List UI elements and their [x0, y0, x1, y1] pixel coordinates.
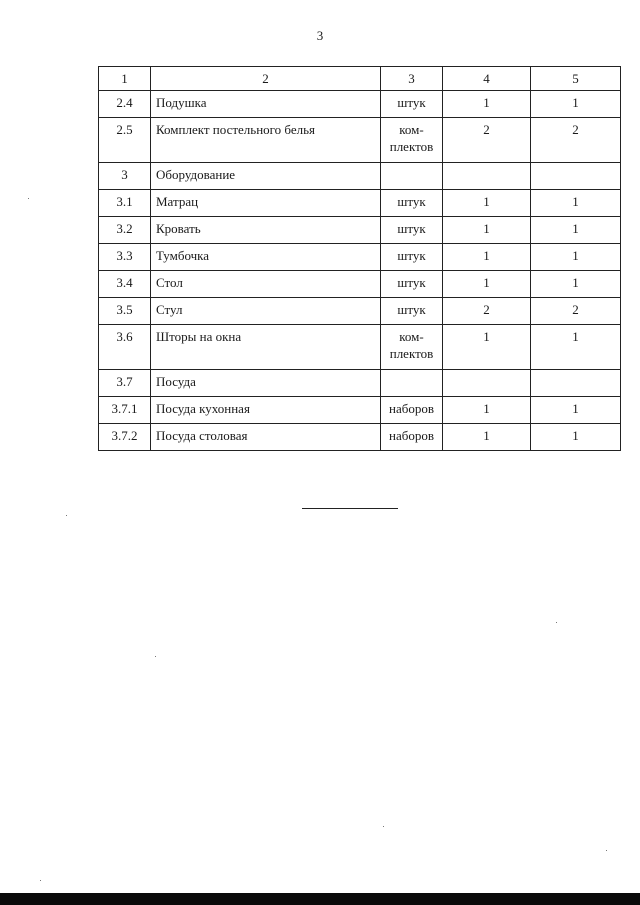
header-cell: 1 [99, 67, 151, 91]
item-quantity-col5 [531, 163, 621, 190]
item-quantity-col5: 2 [531, 118, 621, 163]
item-quantity-col4 [443, 163, 531, 190]
item-unit: ком- плектов [381, 325, 443, 370]
table-row [99, 271, 621, 298]
item-unit: наборов [381, 424, 443, 451]
item-unit: наборов [381, 397, 443, 424]
scan-speck [556, 622, 557, 623]
table-header-row [99, 67, 621, 91]
item-number: 3.7.2 [99, 424, 151, 451]
item-name: Стул [151, 298, 381, 325]
item-number: 3.6 [99, 325, 151, 370]
item-unit [381, 163, 443, 190]
scan-edge-bar [0, 893, 640, 905]
table-row [99, 298, 621, 325]
item-number: 3 [99, 163, 151, 190]
item-quantity-col4: 1 [443, 190, 531, 217]
item-name: Комплект постельного белья [151, 118, 381, 163]
item-quantity-col5: 1 [531, 325, 621, 370]
item-name: Посуда кухонная [151, 397, 381, 424]
table-row [99, 163, 621, 190]
item-quantity-col4: 1 [443, 91, 531, 118]
item-quantity-col5: 1 [531, 424, 621, 451]
item-number: 3.7 [99, 370, 151, 397]
table-row [99, 370, 621, 397]
item-number: 3.2 [99, 217, 151, 244]
page-number: 3 [316, 28, 324, 43]
item-name: Оборудование [151, 163, 381, 190]
table-row [99, 217, 621, 244]
item-quantity-col5: 2 [531, 298, 621, 325]
item-name: Кровать [151, 217, 381, 244]
item-unit [381, 370, 443, 397]
item-name: Посуда столовая [151, 424, 381, 451]
item-quantity-col5 [531, 370, 621, 397]
item-quantity-col4 [443, 370, 531, 397]
equipment-table [98, 66, 621, 451]
item-quantity-col4: 1 [443, 271, 531, 298]
item-number: 3.3 [99, 244, 151, 271]
item-unit: штук [381, 244, 443, 271]
header-cell: 4 [443, 67, 531, 91]
table-row [99, 397, 621, 424]
table-row [99, 190, 621, 217]
closing-divider-line [302, 508, 398, 509]
item-unit: штук [381, 298, 443, 325]
item-quantity-col4: 1 [443, 244, 531, 271]
item-quantity-col4: 1 [443, 424, 531, 451]
item-quantity-col5: 1 [531, 91, 621, 118]
item-number: 2.5 [99, 118, 151, 163]
item-quantity-col5: 1 [531, 244, 621, 271]
item-number: 3.1 [99, 190, 151, 217]
item-number: 3.4 [99, 271, 151, 298]
item-unit: штук [381, 271, 443, 298]
item-unit: штук [381, 91, 443, 118]
header-cell: 2 [151, 67, 381, 91]
table-row [99, 325, 621, 370]
table-row [99, 424, 621, 451]
scan-speck [606, 850, 607, 851]
item-name: Посуда [151, 370, 381, 397]
item-name: Шторы на окна [151, 325, 381, 370]
scan-speck [383, 826, 384, 827]
item-quantity-col4: 1 [443, 217, 531, 244]
item-number: 2.4 [99, 91, 151, 118]
item-name: Подушка [151, 91, 381, 118]
item-name: Стол [151, 271, 381, 298]
scan-speck [66, 515, 67, 516]
table-row [99, 91, 621, 118]
item-number: 3.5 [99, 298, 151, 325]
item-quantity-col5: 1 [531, 217, 621, 244]
item-quantity-col5: 1 [531, 397, 621, 424]
item-name: Матрац [151, 190, 381, 217]
header-cell: 3 [381, 67, 443, 91]
scan-speck [155, 656, 156, 657]
item-unit: штук [381, 190, 443, 217]
item-quantity-col4: 1 [443, 325, 531, 370]
table-row [99, 244, 621, 271]
item-unit: ком- плектов [381, 118, 443, 163]
item-quantity-col4: 2 [443, 118, 531, 163]
header-cell: 5 [531, 67, 621, 91]
item-number: 3.7.1 [99, 397, 151, 424]
scan-speck [28, 198, 29, 199]
table-row [99, 118, 621, 163]
item-quantity-col5: 1 [531, 271, 621, 298]
item-quantity-col4: 1 [443, 397, 531, 424]
item-name: Тумбочка [151, 244, 381, 271]
item-quantity-col5: 1 [531, 190, 621, 217]
item-unit: штук [381, 217, 443, 244]
item-quantity-col4: 2 [443, 298, 531, 325]
scan-speck [40, 880, 41, 881]
